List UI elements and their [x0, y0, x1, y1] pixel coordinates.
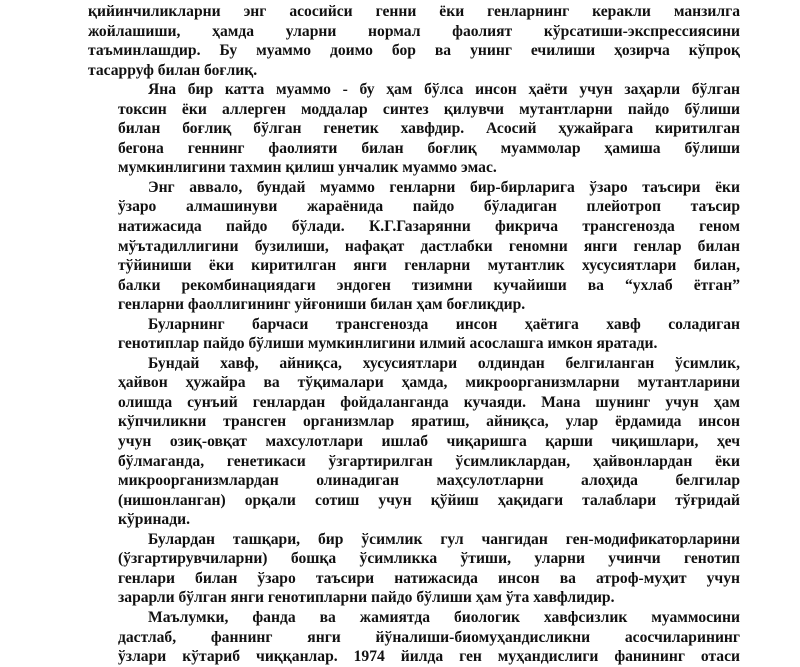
text-line: Буларнинг барчаси трансгенозда инсон ҳаётига хавф соладиган: [148, 315, 740, 333]
text-line: балки рекомбинациядаги эндоген тизимни кучайиши ва “ухлаб ётган”: [118, 276, 740, 294]
paragraph: [88, 80, 740, 178]
text-line: жойлашиши, ҳамда уларни нормал фаолият кўрсатиши-экспрессиясини: [88, 22, 740, 40]
text-line: бегона геннинг фаолияти билан боғлиқ муаммолар ҳамиша бўлиши: [118, 139, 740, 157]
paragraph: [88, 2, 740, 80]
text-line: учун озиқ-овқат махсулотлари ишлаб чиқаришга қарши чиқишлари, ҳеч: [118, 433, 740, 451]
text-line: (нишонланган) орқали сотиш учун қўйиш ҳақидаги талаблари тўғридай: [118, 491, 740, 509]
text-line: дастлаб, фаннинг янги йўналиши-биомуҳандисликни асосчиларининг: [118, 628, 740, 646]
text-line: мўътадиллигини бузилиши, нафақат дастлабки геномни янги генлар билан: [118, 237, 740, 255]
text-line: қийинчиликларни энг асосийси генни ёки генларнинг керакли манзилга: [88, 3, 740, 20]
text-line: мумкинлигини тахмин қилиш унчалик муаммо эмас.: [118, 159, 497, 177]
text-line: (ўзгартирувчиларни) бошқа ўсимликка ўтиши, уларни учинчи генотип: [118, 550, 740, 568]
text-line: тўйиниши ёки киритилган янги генларни мутантлик хусусиятлари билан,: [118, 257, 740, 275]
paragraph: [88, 608, 740, 667]
paragraph: [88, 354, 740, 530]
text-line: олишда сунъий генлардан фойдаланганда кучаяди. Мана шунинг учун ҳам: [118, 393, 740, 411]
text-line: бўлмаганда, генетикаси ўзгартирилган ўсимликлардан, ҳайвонлардан ёки: [118, 452, 740, 470]
text-line: генларни фаоллигининг уйғониши билан ҳам боғлиқдир.: [118, 296, 526, 314]
text-line: зарарли бўлган янги генотипларни пайдо бўлиши ҳам ўта хавфлидир.: [118, 589, 615, 607]
text-line: Маълумки, фанда ва жамиятда биологик хавфсизлик муаммосини: [148, 608, 740, 626]
text-line: микроорганизмлардан олинадиган маҳсулотларни алоҳида белгилар: [118, 472, 740, 490]
text-line: ҳайвон ҳужайра ва тўқималари ҳамда, микроорганизмларни мутантларини: [118, 374, 740, 392]
text-line: кўпчиликни трансген организмлар яратиш, айниқса, улар ёрдамида инсон: [118, 413, 740, 431]
text-line: Бундай хавф, айниқса, хусусиятлари олдиндан белгиланган ўсимлик,: [148, 354, 740, 372]
text-line: таъминлашдир. Бу муаммо доимо бор ва унинг ечилиши ҳозирча кўпроқ: [88, 42, 740, 60]
text-line: кўринади.: [118, 511, 190, 529]
paragraph: [88, 178, 740, 315]
document-page: [88, 2, 740, 666]
text-line: Яна бир катта муаммо - бу ҳам бўлса инсон ҳаёти учун заҳарли бўлган: [148, 81, 740, 99]
text-line: Энг аввало, бундай муаммо генларни бир-бирларига ўзаро таъсири ёки: [148, 178, 740, 196]
text-line: натижасида пайдо бўлади. К.Г.Газарянни фикрича трансгенозда геном: [118, 218, 740, 236]
text-line: Булардан ташқари, бир ўсимлик гул чангидан ген-модификаторларини: [148, 530, 740, 548]
document-body: [88, 2, 740, 667]
paragraph: [88, 315, 740, 354]
text-line: билан боғлиқ бўлган генетик хавфдир. Асосий ҳужайрага киритилган: [118, 120, 740, 138]
text-line: генлари билан ўзаро таъсири натижасида инсон ва атроф-муҳит учун: [118, 569, 740, 587]
text-line: генотиплар пайдо бўлиши мумкинлигини илмий асослашга имкон яратади.: [118, 335, 658, 353]
text-line: ўзлари кўтариб чиққанлар. 1974 йилда ген муҳандислиги фанининг отаси: [118, 648, 740, 666]
text-line: токсин ёки аллерген моддалар синтез қилувчи мутантларни пайдо бўлиши: [118, 100, 740, 118]
text-line: тасарруф билан боғлиқ.: [88, 61, 258, 79]
text-line: ўзаро алмашинуви жараёнида пайдо бўладиган плейотроп таъсир: [118, 198, 740, 216]
paragraph: [88, 530, 740, 608]
